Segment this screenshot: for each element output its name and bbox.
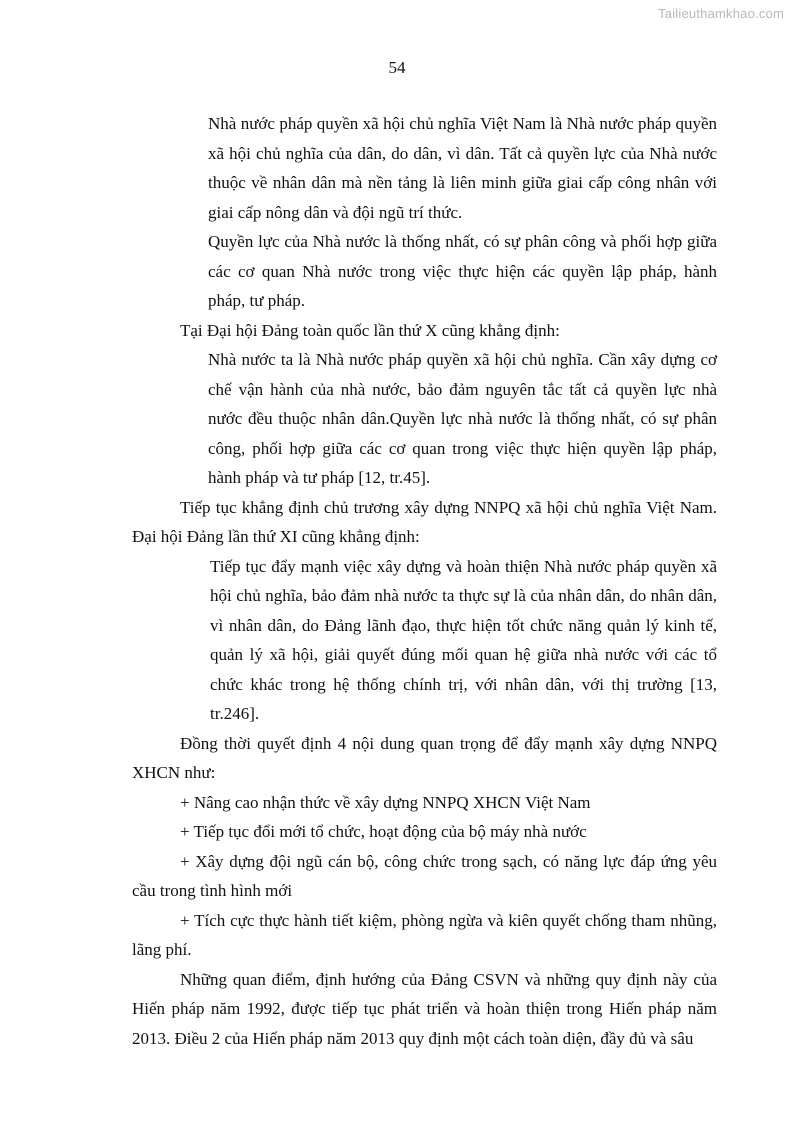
block-quote-paragraph: Quyền lực của Nhà nước là thống nhất, có sự phân công và phối hợp giữa các cơ quan Nhà nước trong việc thực hiện các quyền lập pháp, hành pháp, tư pháp. [208,232,717,310]
page-number: 54 [388,58,406,77]
body-paragraph: Đồng thời quyết định 4 nội dung quan trọng để đẩy mạnh xây dựng NNPQ XHCN như: [132,733,717,782]
body-paragraph: Tại Đại hội Đảng toàn quốc lần thứ X cũng khẳng định: [180,320,560,340]
block-quote-paragraph: Nhà nước pháp quyền xã hội chủ nghĩa Việt Nam là Nhà nước pháp quyền xã hội chủ nghĩa của dân, do dân, vì dân. Tất cả quyền lực của Nhà nước thuộc về nhân dân mà nền tảng là liên minh giữa giai cấp công nhân với giai cấp nông dân và đội ngũ trí thức. [208,114,717,222]
body-paragraph: Tiếp tục khẳng định chủ trương xây dựng NNPQ xã hội chủ nghĩa Việt Nam. Đại hội Đảng lần thứ XI cũng khẳng định: [132,497,717,546]
block-quote-paragraph: Nhà nước ta là Nhà nước pháp quyền xã hội chủ nghĩa. Cần xây dựng cơ chế vận hành của nhà nước, bảo đảm nguyên tắc tất cả quyền lực nhà nước đều thuộc nhân dân.Quyền lực nhà nước là thống nhất, có sự phân công, phối hợp giữa các cơ quan trong việc thực hiện quyền lập pháp, hành pháp và tư pháp [12, tr.45]. [208,350,717,487]
list-item: + Nâng cao nhận thức về xây dựng NNPQ XHCN Việt Nam [180,792,591,812]
list-item: + Tích cực thực hành tiết kiệm, phòng ngừa và kiên quyết chống tham nhũng, lãng phí. [132,910,717,959]
document-body [132,109,717,1053]
block-quote-paragraph: Tiếp tục đẩy mạnh việc xây dựng và hoàn thiện Nhà nước pháp quyền xã hội chủ nghĩa, bảo đảm nhà nước ta thực sự là của nhân dân, do nhân dân, vì nhân dân, do Đảng lãnh đạo, thực hiện tốt chức năng quản lý kinh tế, quản lý xã hội, giải quyết đúng mối quan hệ giữa nhà nước với các tổ chức khác trong hệ thống chính trị, với nhân dân, với thị trường [13, tr.246]. [210,556,717,723]
list-item: + Tiếp tục đổi mới tổ chức, hoạt động của bộ máy nhà nước [180,822,587,841]
body-paragraph: Những quan điểm, định hướng của Đảng CSVN và những quy định này của Hiến pháp năm 1992, được tiếp tục phát triển và hoàn thiện trong Hiến pháp năm 2013. Điều 2 của Hiến pháp năm 2013 quy định một cách toàn diện, đầy đủ và sâu [132,969,717,1048]
list-item: + Xây dựng đội ngũ cán bộ, công chức trong sạch, có năng lực đáp ứng yêu cầu trong tình hình mới [132,851,717,900]
watermark: Tailieuthamkhao.com [658,6,784,21]
